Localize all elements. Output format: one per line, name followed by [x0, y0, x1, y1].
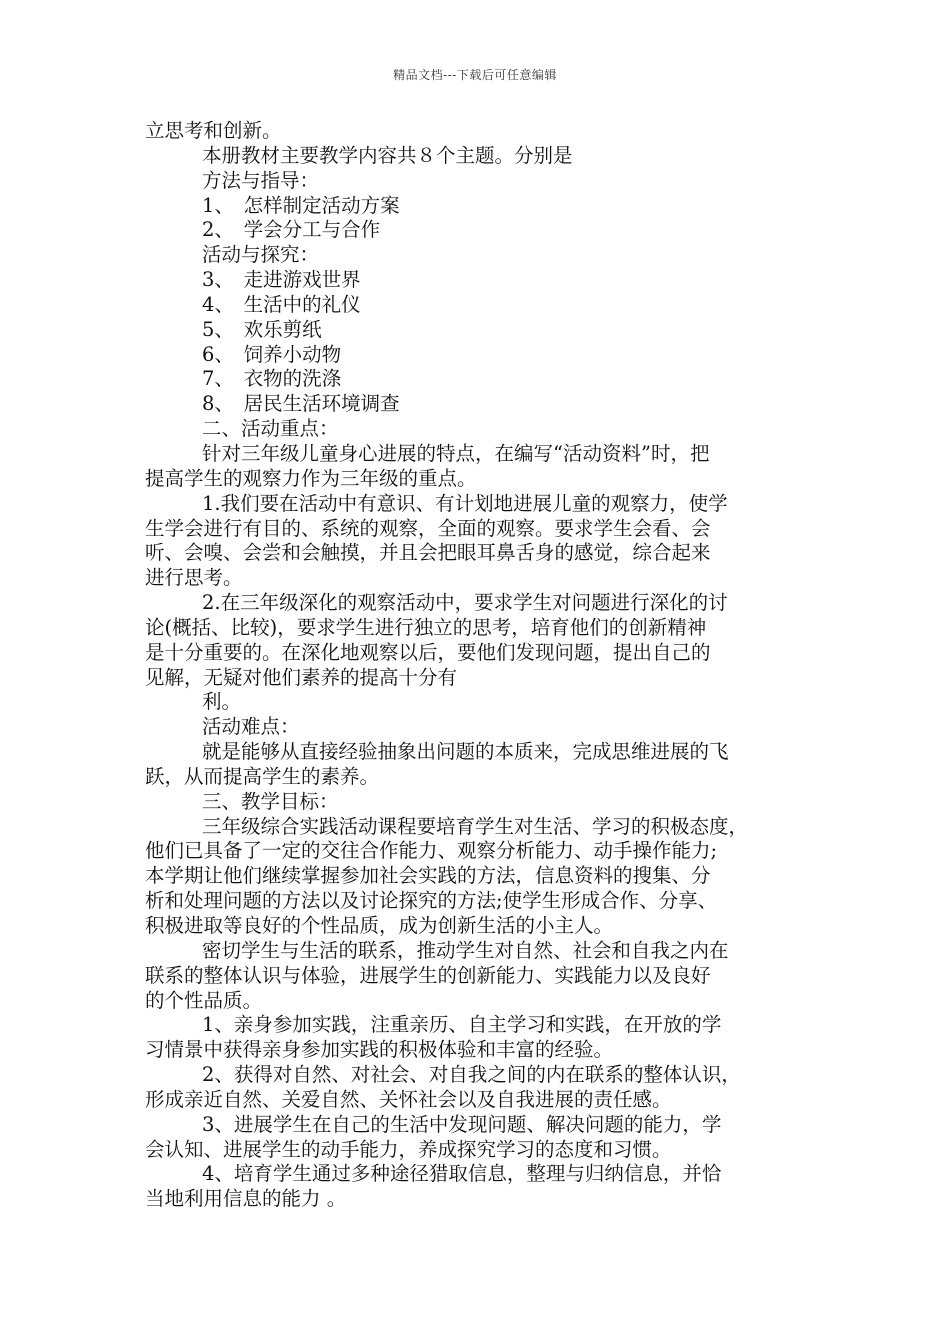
page-header: 精品文档---下载后可任意编辑 — [393, 68, 557, 82]
text-line: 1、亲身参加实践，注重亲历、自主学习和实践，在开放的学 — [202, 1013, 722, 1037]
text-line: 的个性品质。 — [145, 988, 263, 1012]
text-line: 他们已具备了一定的交往合作能力、观察分析能力、动手操作能力; — [145, 839, 718, 863]
text-line: 7、 衣物的洗涤 — [202, 367, 342, 391]
text-line: 论(概括、比较)，要求学生进行独立的思考，培育他们的创新精神 — [145, 615, 707, 639]
text-line: 本学期让他们继续掌握参加社会实践的方法，信息资料的搜集、分 — [145, 864, 711, 888]
text-line: 联系的整体认识与体验，进展学生的创新能力、实践能力以及良好 — [145, 963, 711, 987]
text-line: 针对三年级儿童身心进展的特点，在编写“活动资料”时，把 — [202, 441, 710, 465]
text-line: 三、教学目标： — [202, 789, 339, 813]
text-line: 当地利用信息的能力 。 — [145, 1187, 347, 1211]
text-line: 2、 学会分工与合作 — [202, 218, 381, 242]
text-line: 是十分重要的。在深化地观察以后，要他们发现问题，提出自己的 — [145, 640, 711, 664]
text-line: 8、 居民生活环境调查 — [202, 392, 400, 416]
text-line: 2、获得对自然、对社会、对自我之间的内在联系的整体认识， — [202, 1063, 741, 1087]
text-line: 就是能够从直接经验抽象出问题的本质来，完成思维进展的飞 — [202, 740, 729, 764]
text-line: 听、会嗅、会尝和会触摸，并且会把眼耳鼻舌身的感觉，综合起来 — [145, 541, 711, 565]
text-line: 1、 怎样制定活动方案 — [202, 193, 400, 217]
text-line: 2.在三年级深化的观察活动中，要求学生对问题进行深化的讨 — [202, 591, 728, 615]
text-line: 密切学生与生活的联系，推动学生对自然、社会和自我之内在 — [202, 938, 729, 962]
text-line: 二、活动重点： — [202, 417, 339, 441]
text-line: 提高学生的观察力作为三年级的重点。 — [145, 466, 477, 490]
text-line: 三年级综合实践活动课程要培育学生对生活、学习的积极态度， — [202, 814, 749, 838]
text-line: 4、培育学生通过多种途径猎取信息，整理与归纳信息，并恰 — [202, 1162, 722, 1186]
text-line: 生学会进行有目的、系统的观察，全面的观察。要求学生会看、会 — [145, 516, 711, 540]
text-line: 6、 饲养小动物 — [202, 342, 342, 366]
text-line: 5、 欢乐剪纸 — [202, 317, 322, 341]
text-line: 习情景中获得亲身参加实践的积极体验和丰富的经验。 — [145, 1038, 614, 1062]
document-body — [145, 119, 815, 1212]
text-line: 4、 生活中的礼仪 — [202, 292, 361, 316]
text-line: 形成亲近自然、关爱自然、关怀社会以及自我进展的责任感。 — [145, 1087, 672, 1111]
text-line: 会认知、进展学生的动手能力，养成探究学习的态度和习惯。 — [145, 1137, 672, 1161]
text-line: 3、进展学生在自己的生活中发现问题、解决问题的能力，学 — [202, 1112, 722, 1136]
text-line: 方法与指导： — [202, 168, 320, 192]
text-line: 活动难点： — [202, 715, 300, 739]
text-line: 积极进取等良好的个性品质，成为创新生活的小主人。 — [145, 914, 614, 937]
text-line: 本册教材主要教学内容共８个主题。分别是 — [202, 143, 573, 167]
text-line: 活动与探究： — [202, 243, 320, 267]
text-line: 跃，从而提高学生的素养。 — [145, 764, 380, 788]
text-line: 析和处理问题的方法以及讨论探究的方法;使学生形成合作、分享、 — [145, 889, 718, 913]
text-line: 利。 — [202, 690, 242, 714]
text-line: 3、 走进游戏世界 — [202, 268, 361, 292]
text-line: 见解，无疑对他们素养的提高十分有 — [145, 665, 458, 689]
text-line: 立思考和创新。 — [145, 119, 282, 142]
text-line: 1.我们要在活动中有意识、有计划地进展儿童的观察力，使学 — [202, 491, 728, 515]
text-line: 进行思考。 — [145, 566, 243, 590]
